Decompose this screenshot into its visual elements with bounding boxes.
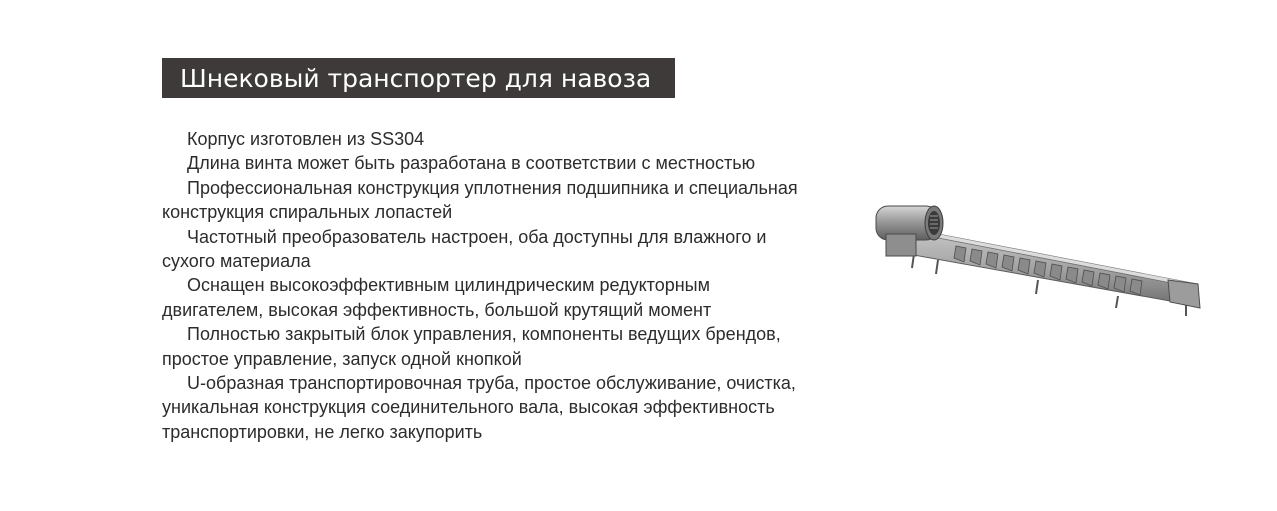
page-title-bar <box>162 58 675 98</box>
screw-conveyor-image <box>868 196 1208 326</box>
feature-item: Частотный преобразователь настроен, оба доступны для влажного и сухого материала <box>162 226 767 272</box>
feature-item: Длина винта может быть разработана в соответствии с местностью <box>187 153 756 174</box>
feature-item: Оснащен высокоэффективным цилиндрическим редукторным двигателем, высокая эффективность, большой крутящий момент <box>162 275 712 320</box>
feature-item: Полностью закрытый блок управления, компоненты ведущих брендов, простое управление, запуск одной кнопкой <box>162 324 781 369</box>
feature-list <box>162 127 802 444</box>
feature-item: U-образная транспортировочная труба, простое обслуживание, очистка, уникальная конструкция соединительного вала, высокая эффективность транспортировки, не легко закупорить <box>162 373 796 442</box>
feature-item: Профессиональная конструкция уплотнения подшипника и специальная конструкция спиральных лопастей <box>162 177 798 223</box>
feature-item: Корпус изготовлен из SS304 <box>187 129 425 149</box>
page-title: Шнековый транспортер для навоза <box>180 63 652 93</box>
gearbox <box>886 234 916 256</box>
outlet-end <box>1168 280 1200 308</box>
